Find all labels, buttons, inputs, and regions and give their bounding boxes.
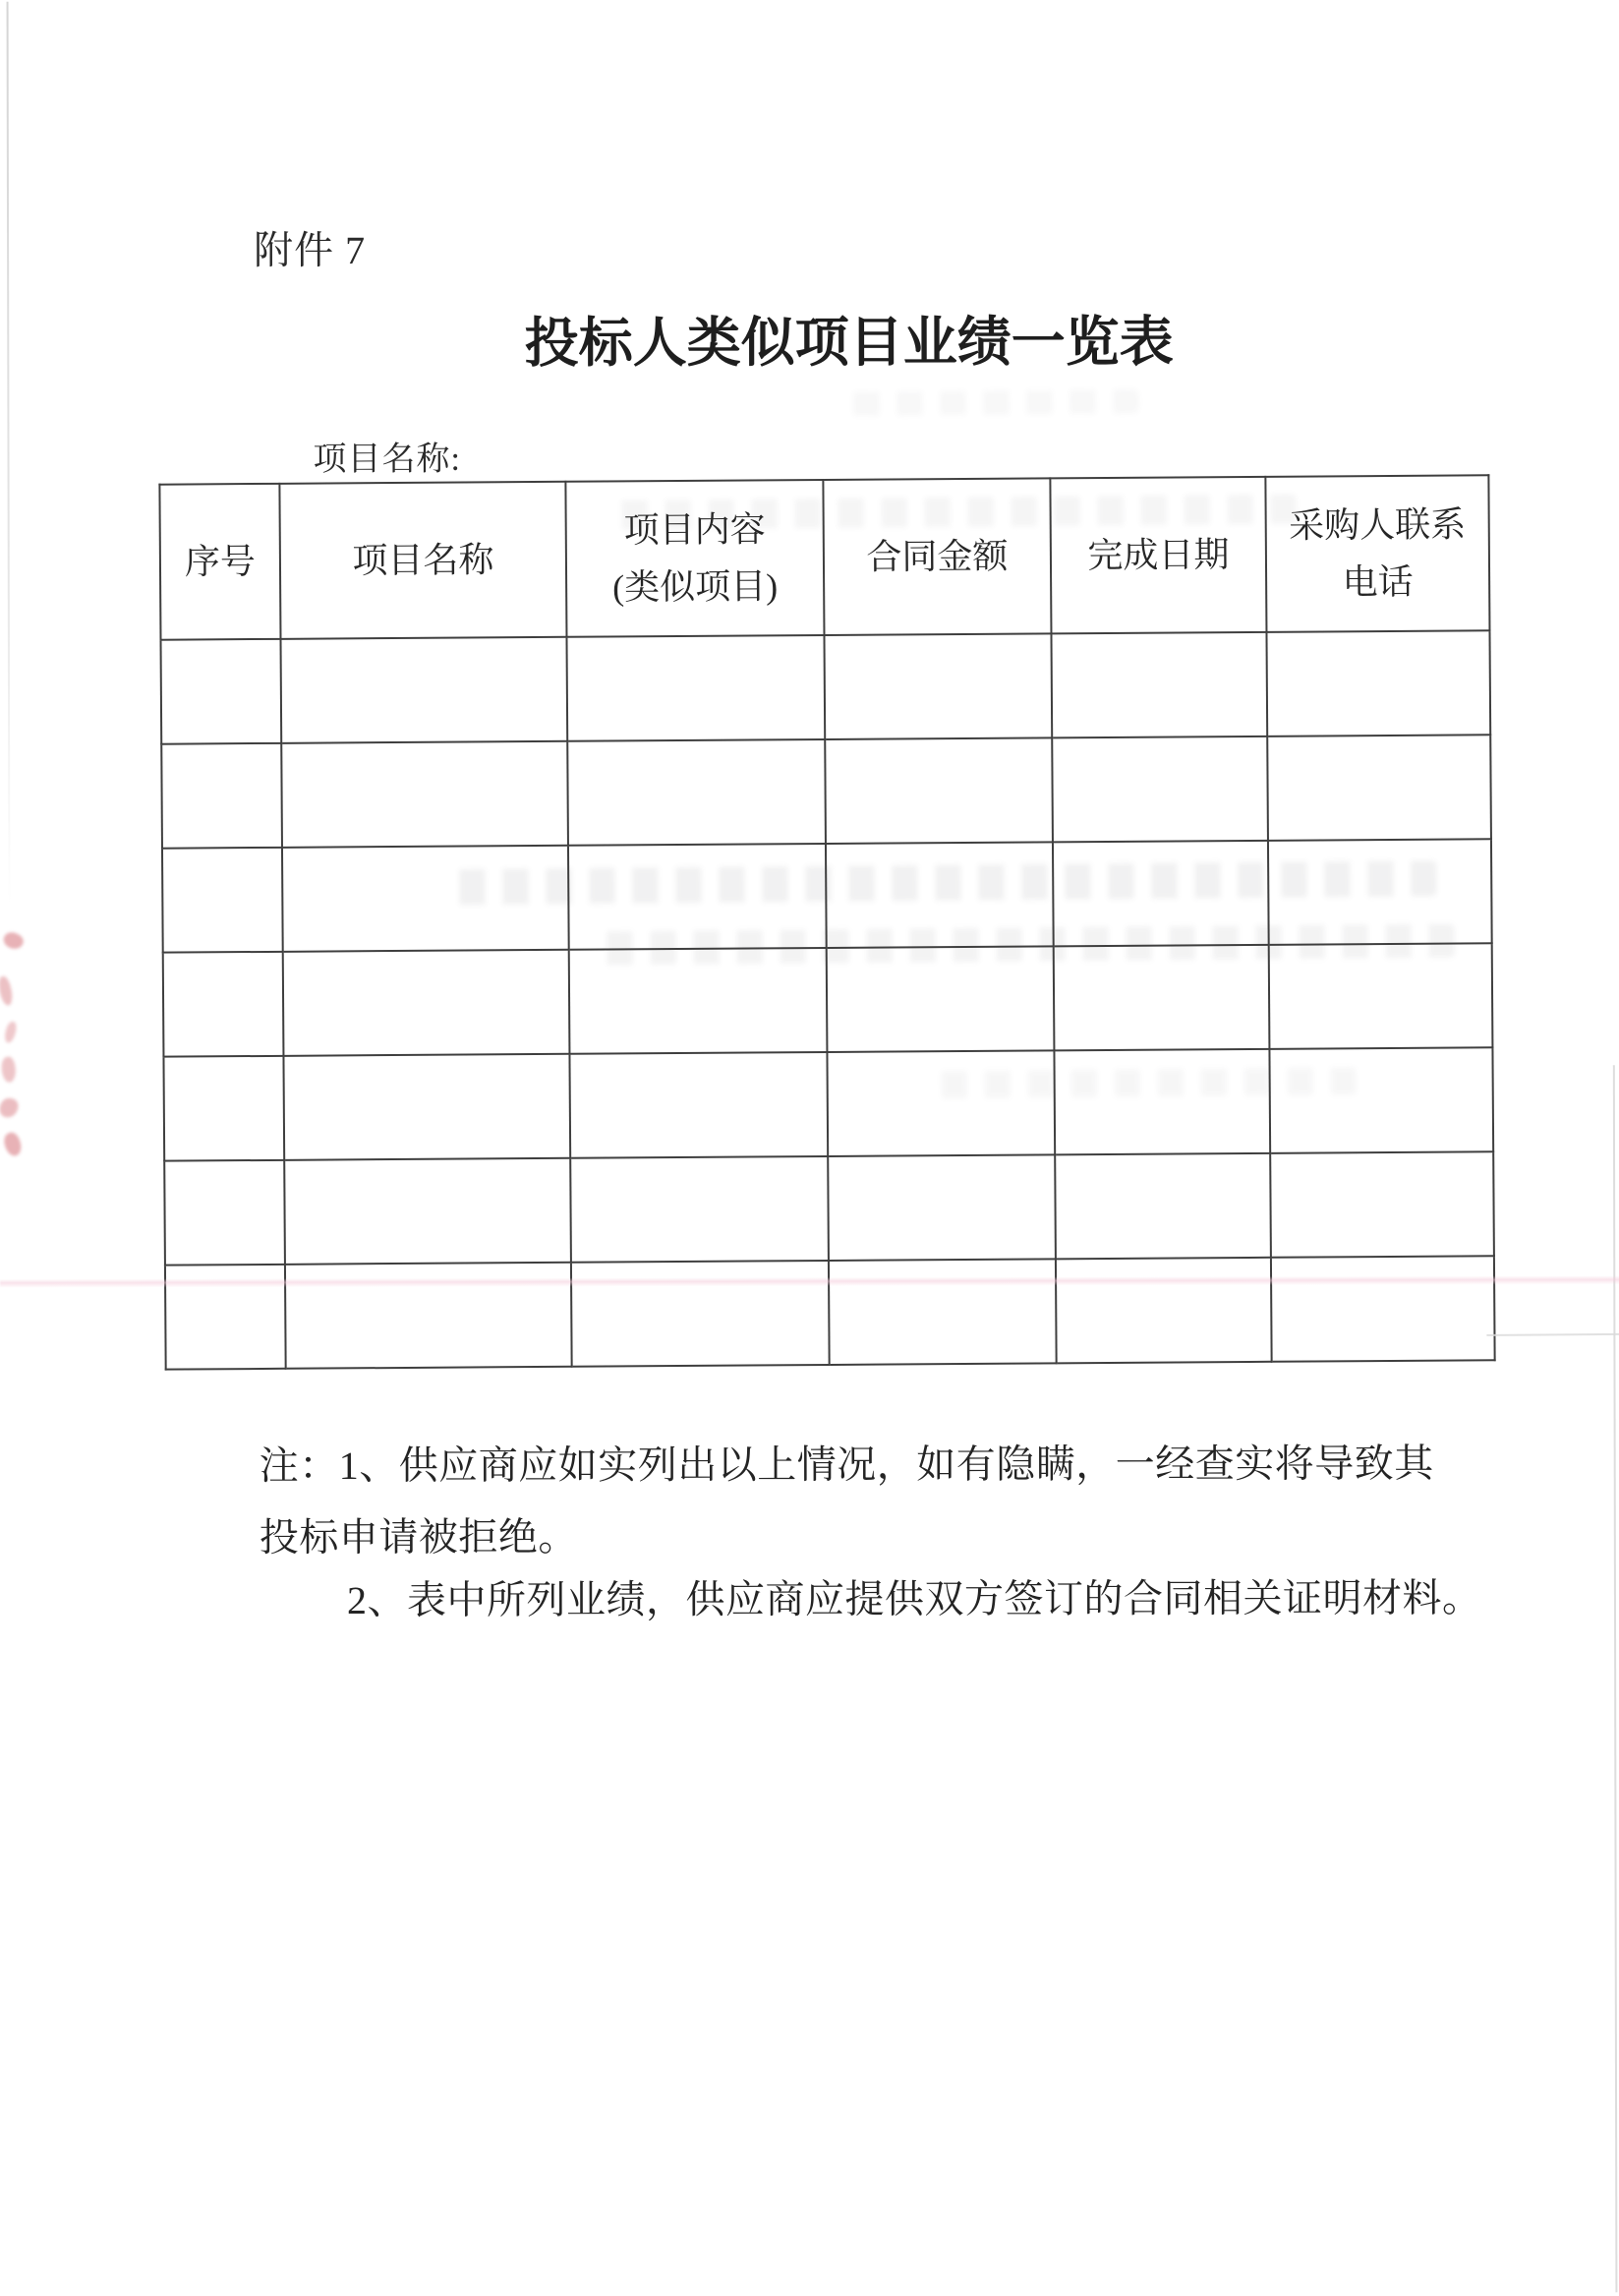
table-cell (1266, 630, 1490, 736)
table-cell (1271, 1256, 1495, 1362)
table-cell (566, 635, 825, 741)
table-cell (280, 637, 567, 743)
table-cell (1269, 943, 1493, 1049)
header-label: (类似项目) (611, 566, 779, 608)
header-cell-serial-number (159, 484, 280, 640)
scan-artifact-ghost-text (843, 389, 1138, 416)
attachment-label: 附件 7 (254, 227, 367, 273)
table-header-row (159, 475, 1489, 639)
header-label: 电话 (1342, 561, 1414, 603)
table-cell (1270, 1151, 1494, 1258)
header-cell-purchaser-phone (1265, 475, 1489, 632)
table-cell (826, 842, 1054, 948)
header-label: 项目名称 (352, 540, 494, 581)
table-cell (161, 743, 282, 849)
table-cell (163, 1056, 284, 1161)
project-name-label: 项目名称: (313, 441, 462, 479)
page-title: 投标人类似项目业绩一览表 (524, 312, 1174, 374)
table-cell (570, 1156, 829, 1263)
header-label: 合同金额 (866, 536, 1009, 577)
table-cell (824, 633, 1052, 739)
table-cell (1055, 1153, 1271, 1260)
table-cell (1054, 1049, 1270, 1155)
note-line-1: 注：1、供应商应如实列出以上情况，如有隐瞒，一经查实将导致其 (259, 1441, 1434, 1489)
header-label: 采购人联系 (1289, 504, 1467, 546)
note-line-2: 投标申请被拒绝。 (259, 1514, 578, 1560)
table-cell (283, 1054, 570, 1160)
table-row (163, 1047, 1493, 1160)
table-cell (1054, 945, 1270, 1051)
table-cell (568, 844, 827, 950)
scan-artifact-line (1486, 1333, 1619, 1336)
table-cell (1267, 735, 1491, 841)
table-cell (1053, 841, 1269, 947)
performance-table (158, 474, 1495, 1370)
table-row (160, 630, 1490, 743)
table-cell (827, 1050, 1055, 1156)
table-row (165, 1256, 1495, 1369)
table-cell (1056, 1258, 1272, 1364)
scan-edge-shadow-left (7, 2, 11, 907)
table-cell (162, 848, 283, 953)
table-row (164, 1151, 1494, 1265)
header-label: 序号 (184, 541, 257, 582)
header-cell-project-content (565, 480, 824, 637)
header-cell-project-name (279, 482, 566, 639)
table-cell (567, 739, 826, 846)
table-cell (1052, 736, 1268, 843)
table-row (161, 735, 1491, 848)
scan-artifact-stamp-bleed (0, 931, 29, 1167)
table-cell (829, 1259, 1057, 1365)
table-cell (827, 946, 1055, 1052)
table-row (163, 943, 1493, 1056)
table-cell (160, 639, 281, 744)
note-line-3: 2、表中所列业绩，供应商应提供双方签订的合同相关证明材料。 (346, 1575, 1482, 1622)
table-cell (1269, 1047, 1493, 1153)
table-cell (1268, 839, 1492, 945)
table-cell (1051, 632, 1267, 738)
header-label: 项目内容 (623, 509, 766, 551)
header-cell-contract-amount (823, 478, 1051, 635)
header-cell-completion-date (1050, 477, 1266, 634)
table-cell (283, 950, 570, 1056)
header-label: 完成日期 (1087, 534, 1230, 575)
table-cell (281, 741, 568, 848)
table-cell (284, 1158, 571, 1265)
table-cell (282, 846, 569, 952)
table-cell (569, 948, 828, 1054)
table-body (160, 630, 1494, 1369)
table-cell (569, 1052, 828, 1158)
table-cell (163, 952, 284, 1057)
table-row (162, 839, 1492, 952)
scan-edge-shadow-right (1613, 1065, 1618, 2292)
table-cell (828, 1154, 1056, 1261)
table-cell (164, 1160, 285, 1266)
table-header (159, 475, 1489, 639)
table-cell (825, 737, 1053, 844)
